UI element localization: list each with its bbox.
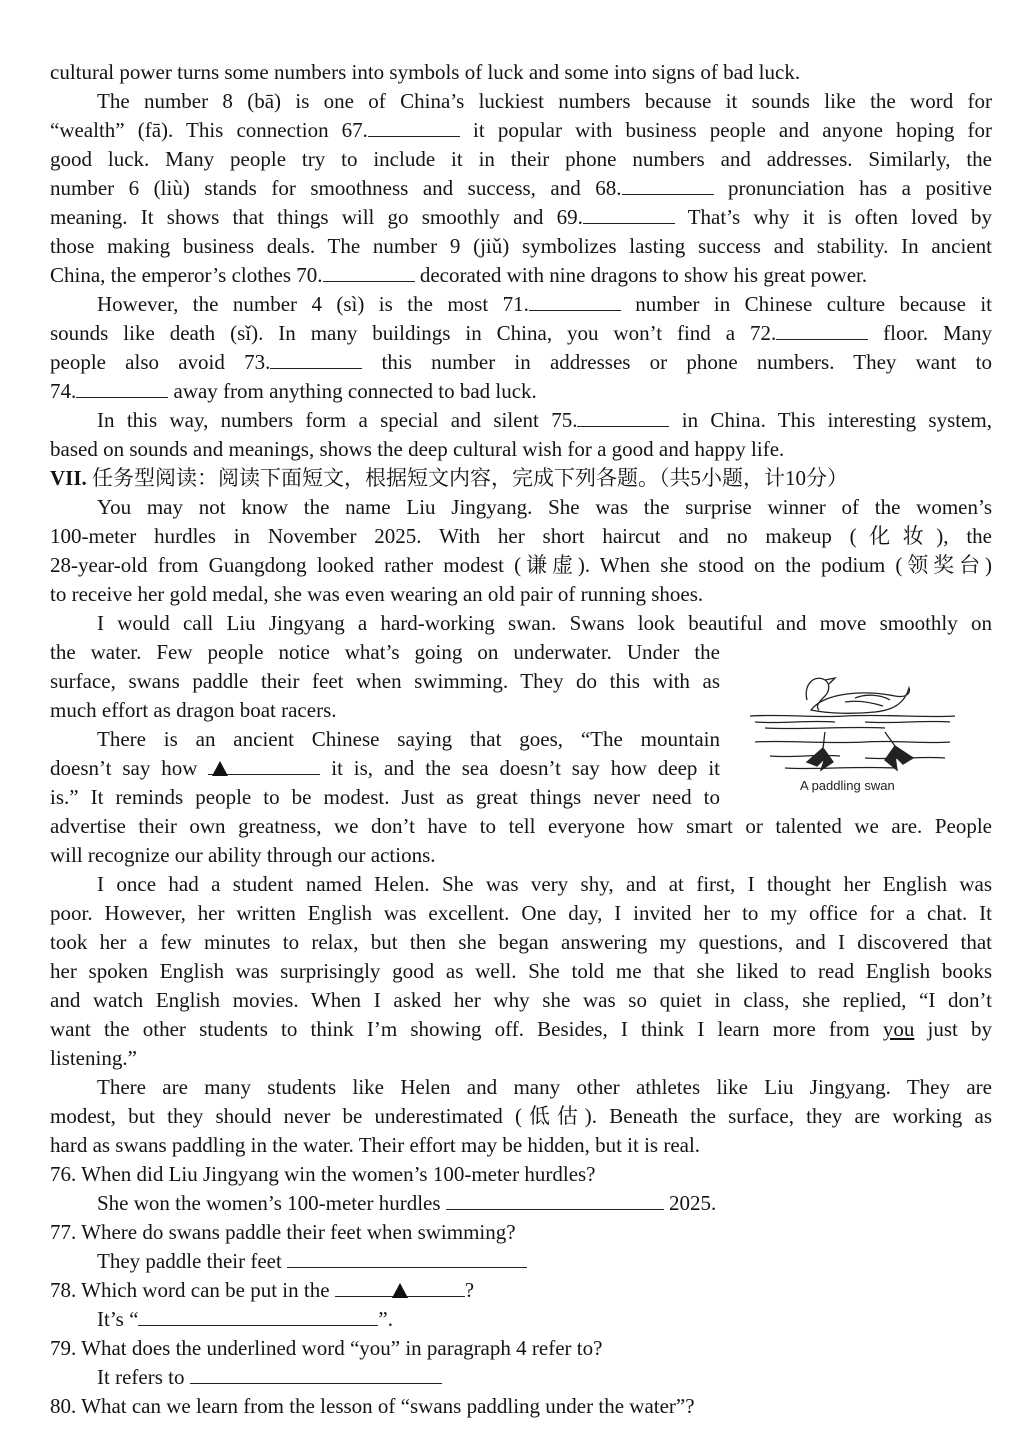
cloze-line: cultural power turns some numbers into symbols of luck and some into signs of bad luck. — [50, 60, 801, 84]
passage-line: modest, but they should never be underestimated (低估). Beneath the surface, they are working as — [50, 1104, 992, 1128]
blank-75[interactable] — [577, 406, 669, 427]
cloze-line: number 6 (liù) stands for smoothness and success, and 68. pronunciation has a positive — [50, 176, 993, 200]
passage-line: doesn’t say how it is, and the sea doesn’t say how deep it — [50, 756, 720, 780]
blank-67[interactable] — [368, 116, 460, 137]
passage-line: You may not know the name Liu Jingyang. She was the surprise winner of the women’s — [97, 495, 992, 519]
passage-line: I would call Liu Jingyang a hard-working swan. Swans look beautiful and move smoothly on — [97, 611, 992, 635]
passage-line: listening.” — [50, 1046, 137, 1070]
cloze-line: China, the emperor’s clothes 70. decorated with nine dragons to show his great power. — [50, 263, 868, 287]
question-76: 76. When did Liu Jingyang win the women’s 100-meter hurdles? — [50, 1162, 596, 1186]
answer-77: They paddle their feet — [50, 1247, 992, 1276]
question-80: 80. What can we learn from the lesson of “swans paddling under the water”? — [50, 1394, 695, 1418]
question-77: 77. Where do swans paddle their feet when swimming? — [50, 1220, 516, 1244]
blank-69[interactable] — [583, 203, 675, 224]
answer-77-blank[interactable] — [287, 1247, 527, 1268]
passage-line: poor. However, her written English was excellent. One day, I invited her to my office for a chat. It — [50, 901, 992, 925]
cloze-line: sounds like death (sǐ). In many buildings in China, you won’t find a 72. floor. Many — [50, 321, 993, 345]
triangle-icon — [212, 761, 228, 776]
cloze-line: 74. away from anything connected to bad luck. — [50, 379, 537, 403]
cloze-line: “wealth” (fā). This connection 67. it popular with business people and anyone hoping for — [50, 118, 992, 142]
passage-line: There is an ancient Chinese saying that goes, “The mountain — [97, 727, 720, 751]
paddling-swan-illustration — [745, 662, 960, 797]
passage-line: hard as swans paddling in the water. Their effort may be hidden, but it is real. — [50, 1133, 701, 1157]
cloze-line: In this way, numbers form a special and silent 75. in China. This interesting system, — [97, 408, 992, 432]
cloze-passage — [50, 58, 992, 464]
blank-73[interactable] — [270, 348, 362, 369]
cloze-line: based on sounds and meanings, shows the deep cultural wish for a good and happy life. — [50, 437, 785, 461]
blank-70[interactable] — [323, 261, 415, 282]
question-79: 79. What does the underlined word “you” in paragraph 4 refer to? — [50, 1336, 603, 1360]
passage-line: There are many students like Helen and many other athletes like Liu Jingyang. They are — [97, 1075, 992, 1099]
answer-76-blank[interactable] — [446, 1189, 664, 1210]
passage-line: will recognize our ability through our actions. — [50, 843, 436, 867]
passage-line: 100-meter hurdles in November 2025. With her short haircut and no makeup (化妆), the — [50, 524, 992, 548]
answer-79-blank[interactable] — [190, 1363, 442, 1384]
questions — [50, 1160, 992, 1421]
section-title: 任务型阅读：阅读下面短文，根据短文内容，完成下列各题。（共5小题，计10分） — [92, 466, 849, 490]
blank-72[interactable] — [776, 319, 868, 340]
cloze-line: good luck. Many people try to include it in their phone numbers and addresses. Similarly, the — [50, 147, 992, 171]
passage-line: to receive her gold medal, she was even wearing an old pair of running shoes. — [50, 582, 704, 606]
passage-line: the water. Few people notice what’s going on underwater. Under the — [50, 640, 720, 664]
passage-line: I once had a student named Helen. She was very shy, and at first, I thought her English was — [97, 872, 992, 896]
question-78-blank — [335, 1276, 465, 1297]
answer-79: It refers to — [50, 1363, 992, 1392]
blank-saying[interactable] — [208, 754, 320, 775]
answer-78-blank[interactable] — [138, 1305, 378, 1326]
passage-line: her spoken English was surprisingly good as well. She told me that she liked to read English books — [50, 959, 992, 983]
section-numeral: VII. — [50, 466, 87, 490]
cloze-line: people also avoid 73. this number in addresses or phone numbers. They want to — [50, 350, 992, 374]
cloze-line: meaning. It shows that things will go smoothly and 69. That’s why it is often loved by — [50, 205, 992, 229]
answer-76: She won the women’s 100-meter hurdles 2025. — [97, 1191, 717, 1215]
passage-line: want the other students to think I’m showing off. Besides, I think I learn more from you just by — [50, 1017, 992, 1041]
answer-78: It’s “ ”. — [97, 1307, 393, 1331]
underlined-you: you — [882, 1017, 915, 1041]
passage-line: 28-year-old from Guangdong looked rather modest (谦虚). When she stood on the podium (领奖台) — [50, 553, 992, 577]
passage-line: advertise their own greatness, we don’t have to tell everyone how smart or talented we are. People — [50, 814, 992, 838]
passage-line: much effort as dragon boat racers. — [50, 698, 337, 722]
cloze-line: those making business deals. The number 9 (jiǔ) symbolizes lasting success and stability. In ancient — [50, 234, 992, 258]
blank-68[interactable] — [622, 174, 714, 195]
blank-74[interactable] — [76, 377, 168, 398]
blank-71[interactable] — [529, 290, 621, 311]
cloze-line: The number 8 (bā) is one of China’s luckiest numbers because it sounds like the word for — [97, 89, 992, 113]
question-78: 78. Which word can be put in the ? — [50, 1278, 475, 1302]
figure-caption: A paddling swan — [800, 778, 895, 793]
passage-line: and watch English movies. When I asked her why she was so quiet in class, she replied, “I don’t — [50, 988, 992, 1012]
passage-line: is.” It reminds people to be modest. Just as great things never need to — [50, 785, 720, 809]
passage-line: took her a few minutes to relax, but then she began answering my questions, and I discovered that — [50, 930, 992, 954]
passage-line: surface, swans paddle their feet when swimming. They do this with as — [50, 669, 720, 693]
section-heading — [50, 464, 992, 493]
reading-passage — [50, 493, 992, 1160]
triangle-icon — [392, 1283, 408, 1298]
cloze-line: However, the number 4 (sì) is the most 71. number in Chinese culture because it — [97, 292, 992, 316]
